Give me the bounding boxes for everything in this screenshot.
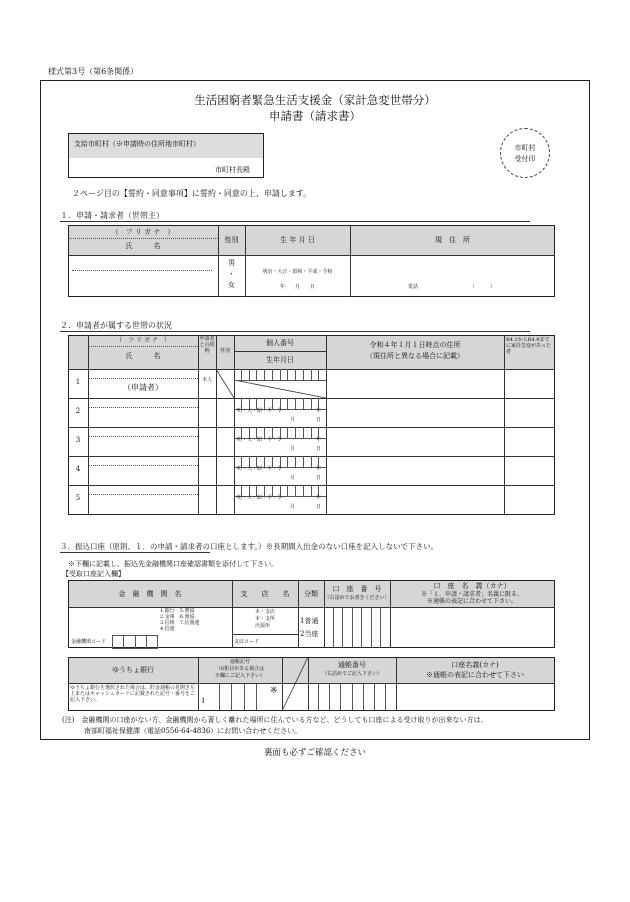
municipality-suffix: 市町村長殿: [215, 166, 250, 174]
s1-furigana: （ フ リ ガ ナ ）: [111, 228, 175, 236]
s3-yucho-holder-note: ※通帳の表記に合わせて下さい: [426, 671, 524, 679]
s2-month: 月: [290, 446, 296, 452]
pledge-text: ２ページ目の【誓約・同意事項】に誓約・同意の上、申請します。: [72, 189, 312, 198]
s3-current[interactable]: 2当座: [300, 630, 319, 638]
s2-change: R4.1からR4.9までに家計急変があった者: [506, 337, 551, 355]
s1-ymd: 年 月 日: [279, 284, 315, 290]
passbook-number-input[interactable]: [308, 684, 396, 710]
s2-relation: 申請者との続柄: [199, 336, 215, 354]
s2-eras: 明・大・昭・平・令: [237, 408, 283, 414]
s3-bracket: 【受取口座記入欄】: [62, 570, 125, 578]
s2-name: 氏 名: [125, 352, 161, 360]
s2-address-title: 令和４年１月１日時点の住所: [369, 341, 461, 349]
passbook-code-input[interactable]: [208, 684, 268, 710]
s1-address: 現 住 所: [435, 236, 470, 244]
s3-branch-type: 出張所: [255, 623, 271, 629]
s3-yucho: ゆうちょ銀行: [112, 666, 154, 674]
stamp-line1: 市町村: [514, 144, 536, 152]
s3-passbook-code-sub2: ※欄にご記入下さい）: [214, 673, 265, 679]
reception-stamp: [500, 128, 550, 178]
s2-eras: 明・大・昭・平・令: [237, 495, 283, 501]
s2-furigana: （ フ リ ガ ナ ）: [116, 337, 170, 344]
s3-note: ※下欄に記載し、振込先金融機関口座確認書類を添付して下さい。: [68, 560, 278, 568]
s1-male[interactable]: 男: [228, 259, 235, 267]
s3-branch: 支 店 名: [240, 590, 290, 598]
s1-gender: 性別: [224, 236, 239, 244]
s3-bank: 金 融 機 関 名: [118, 590, 182, 598]
s2-year: 年: [316, 408, 322, 414]
s1-eras: 明治・大正・昭和・平成・令和: [262, 269, 333, 275]
s3-savings[interactable]: 1普通: [300, 617, 319, 625]
s3-branch-type: 本・支店: [255, 609, 276, 615]
s2-gender: 性別: [219, 348, 230, 354]
s3-holder-note1: ※「１．申請・請求者」名義に限る。: [420, 591, 523, 598]
s2-day: 日: [316, 417, 322, 423]
s1-female[interactable]: 女: [228, 281, 235, 289]
s2-self: 本人: [201, 377, 212, 383]
s1-address-input[interactable]: [352, 257, 552, 295]
s3-branch-code: 支店コード: [234, 639, 260, 645]
section1-heading: １．申請・請求者（世帯主）: [60, 211, 164, 220]
s3-holder-note2: ※通帳の表記に合わせて下さい。: [426, 598, 517, 605]
s3-passbook-no-sub: （右詰めでご記入下さい）: [321, 671, 382, 677]
s3-account-no: 口 座 番 号: [332, 585, 382, 593]
form-number: 様式第3号（第6条関係）: [48, 67, 139, 76]
s2-day: 日: [316, 446, 322, 452]
s2-month: 月: [290, 504, 296, 510]
footnote-2: 南部町福祉保健課（電話0556-64-4836）にお問い合わせください。: [84, 727, 302, 735]
s2-eras: 明・大・昭・平・令: [237, 437, 283, 443]
s3-yucho-holder: 口座名義(カナ): [451, 661, 499, 669]
s3-category: 分類: [304, 590, 318, 598]
s3-holder: 口 座 名 義（カナ）: [433, 582, 511, 590]
s2-row1-birth-slash: [234, 380, 326, 398]
s1-dot: ・: [228, 270, 235, 278]
s2-month: 月: [290, 475, 296, 481]
s3-one: 1: [201, 697, 206, 705]
section2-heading: ２．申請者が属する世帯の状況: [60, 321, 172, 330]
s3-passbook-no: 通帳番号: [338, 661, 366, 669]
bank-code-input[interactable]: [112, 635, 158, 649]
municipality-label: 支給市町村（※申請時の住所地市町村）: [74, 140, 200, 148]
s3-branch-type: 本・支所: [255, 616, 276, 622]
s1-name-input[interactable]: [70, 257, 216, 295]
s2-address-sub: （現住所と異なる場合に記載）: [366, 352, 464, 360]
s2-mynumber: 個人番号: [266, 339, 294, 347]
row-number: 1: [75, 378, 81, 386]
s3-mark: ※: [270, 686, 278, 696]
s3-bank-type: 3.信組 7.信漁連: [160, 620, 200, 626]
row-number: 3: [75, 436, 81, 444]
s1-phone: 電話: [408, 284, 419, 290]
account-number-input[interactable]: [324, 608, 390, 647]
s1-phone-paren: （ ）: [470, 284, 496, 290]
footnote-1: (注) 金融機関の口座がない方、金融機関から著しく離れた場所に住んでいる方など、どうしても口座による受け取りが出来ない方は、: [62, 716, 488, 724]
stamp-line2: 受付印: [514, 155, 536, 163]
yucho-slash: [282, 657, 308, 711]
row-number: 2: [75, 407, 81, 415]
s2-row1-gender-slash: [216, 369, 234, 398]
s3-account-no-sub: （右詰めでお書きください）: [324, 595, 390, 601]
s3-passbook-code: 通帳記号: [229, 659, 250, 665]
row-number: 5: [75, 494, 81, 502]
form-subtitle: 申請書（請求書）: [269, 109, 361, 123]
s1-name: 氏 名: [125, 242, 161, 250]
s3-passbook-code-sub1: （6桁目がある場合は: [215, 666, 265, 672]
section3-heading: ３．振込口座（原則、１．の申請・請求者の口座とします。）※長期間入出金のない口座を記入しないで下さい。: [60, 542, 439, 551]
s2-birth: 生年月日: [266, 356, 294, 364]
s3-yucho-note: ゆうちょ銀行を選択された場合は、貯金通帳の見開き左上またはキャッシュカードに記載された記号・番号をご記入下さい。: [70, 685, 196, 703]
s2-year: 年: [316, 466, 322, 472]
s2-applicant: （申請者）: [123, 383, 163, 392]
s2-year: 年: [316, 495, 322, 501]
s2-month: 月: [290, 417, 296, 423]
s3-bank-type: 1.銀行 5.農協: [160, 608, 195, 614]
s2-day: 日: [316, 475, 322, 481]
s3-bank-type: 4.信連: [160, 626, 175, 632]
row-number: 4: [75, 465, 81, 473]
form-title: 生活困窮者緊急生活支援金（家計急変世帯分）: [194, 93, 436, 107]
s3-bank-code: 金融機関コード: [71, 639, 107, 645]
s1-birth: 生 年 月 日: [280, 236, 315, 244]
s2-year: 年: [316, 437, 322, 443]
back-note: 裏面も必ずご確認ください: [263, 748, 366, 758]
s2-day: 日: [316, 504, 322, 510]
s2-eras: 明・大・昭・平・令: [237, 466, 283, 472]
mynumber-input[interactable]: [234, 369, 326, 381]
s3-bank-type: 2.金庫 6.漁協: [160, 614, 195, 620]
